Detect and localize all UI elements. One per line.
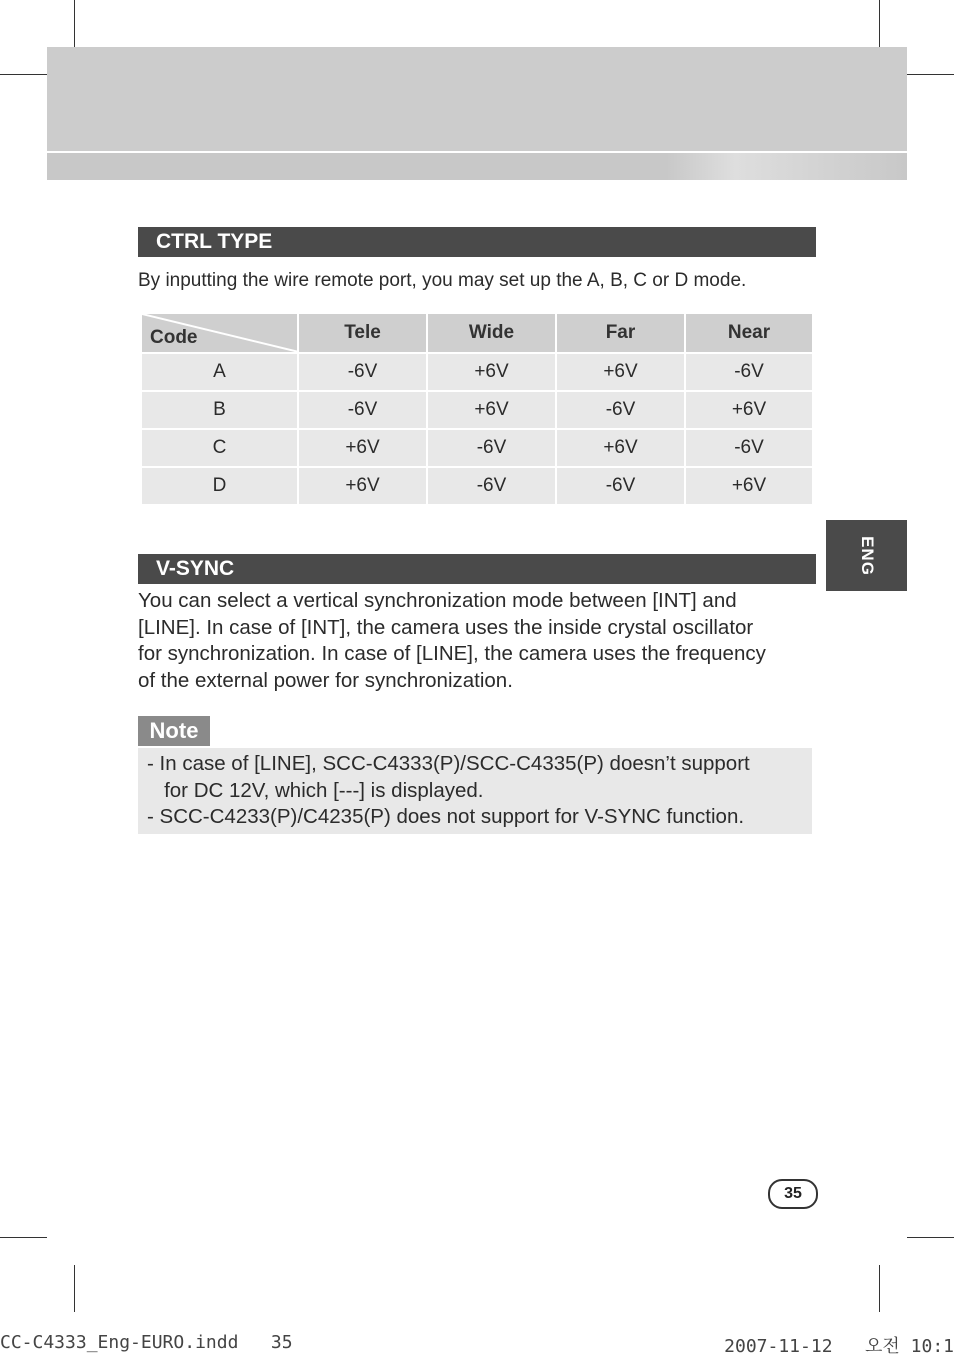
corner-label: Code: [150, 327, 198, 348]
section-title-v-sync: V-SYNC: [138, 554, 816, 584]
row-code: D: [142, 468, 297, 504]
crop-mark: [0, 74, 47, 75]
table-cell: -6V: [428, 430, 555, 466]
column-header: Tele: [299, 314, 426, 352]
note-content: [147, 751, 750, 831]
table-cell: -6V: [686, 354, 812, 390]
page-number: 35: [768, 1179, 818, 1209]
table-cell: -6V: [686, 430, 812, 466]
header-band: [47, 47, 907, 151]
code-table: [140, 312, 814, 506]
column-header: Wide: [428, 314, 555, 352]
crop-mark: [0, 1237, 47, 1238]
language-tab-label: ENG: [857, 535, 877, 576]
note-line: - In case of [LINE], SCC-C4333(P)/SCC-C4335(P) doesn’t support: [147, 752, 750, 775]
table-cell: +6V: [428, 354, 555, 390]
note-line: for DC 12V, which [---] is displayed.: [147, 778, 484, 802]
table-row: [142, 468, 812, 504]
paragraph-line: of the external power for synchronization.: [138, 668, 513, 692]
footer-file-info: CC-C4333_Eng-EURO.indd 35: [0, 1332, 293, 1353]
table-cell: -6V: [299, 354, 426, 390]
row-code: B: [142, 392, 297, 428]
row-code: A: [142, 354, 297, 390]
table-row: [142, 354, 812, 390]
footer-timestamp: 2007-11-12 오전 10:1: [724, 1336, 954, 1357]
paragraph-line: [LINE]. In case of [INT], the camera uses the inside crystal oscillator: [138, 615, 754, 639]
column-header: Far: [557, 314, 684, 352]
note-box: [138, 748, 812, 834]
note-label: Note: [138, 716, 210, 746]
table-cell: +6V: [299, 468, 426, 504]
paragraph-line: for synchronization. In case of [LINE], the camera uses the frequency: [138, 642, 766, 665]
language-tab: [826, 520, 907, 591]
table-corner-cell: [142, 314, 297, 352]
crop-mark: [74, 1265, 75, 1312]
note-line: - SCC-C4233(P)/C4235(P) does not support for V-SYNC function.: [147, 805, 745, 828]
crop-mark: [74, 0, 75, 47]
table-row: [142, 392, 812, 428]
table-cell: -6V: [557, 392, 684, 428]
row-code: C: [142, 430, 297, 466]
ctrl-type-intro: By inputting the wire remote port, you may set up the A, B, C or D mode.: [138, 270, 747, 291]
table-cell: +6V: [428, 392, 555, 428]
crop-mark: [879, 0, 880, 47]
table-cell: +6V: [299, 430, 426, 466]
table-cell: +6V: [686, 468, 812, 504]
paragraph-line: You can select a vertical synchronization mode between [INT] and: [138, 589, 737, 612]
crop-mark: [879, 1265, 880, 1312]
table-header-row: [142, 314, 812, 352]
table-cell: -6V: [557, 468, 684, 504]
table-cell: -6V: [428, 468, 555, 504]
table-cell: +6V: [686, 392, 812, 428]
column-header: Near: [686, 314, 812, 352]
crop-mark: [907, 74, 954, 75]
header-strip: [47, 153, 907, 180]
table-cell: +6V: [557, 430, 684, 466]
crop-mark: [907, 1237, 954, 1238]
table-cell: +6V: [557, 354, 684, 390]
v-sync-description: [138, 588, 828, 694]
table-row: [142, 430, 812, 466]
section-title-ctrl-type: CTRL TYPE: [138, 227, 816, 257]
table-cell: -6V: [299, 392, 426, 428]
